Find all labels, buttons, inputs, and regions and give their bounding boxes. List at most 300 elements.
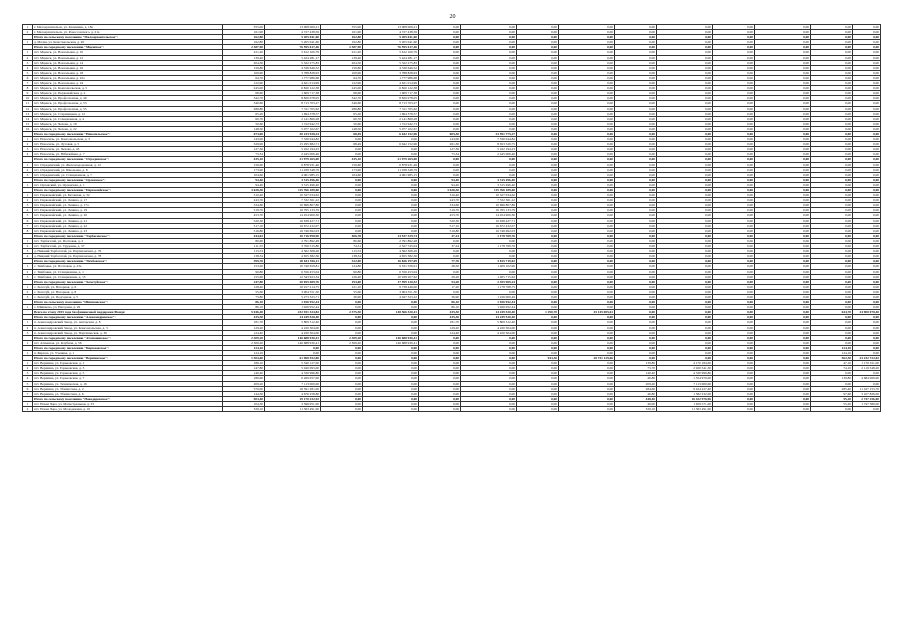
value-cell: 0,00 — [755, 376, 811, 381]
value-cell: 0,00 — [363, 137, 419, 142]
address-cell: пгт. Мценск, ул. Профсоюзная, д. 49 — [33, 96, 223, 101]
value-cell: 0,00 — [461, 75, 517, 80]
value-cell: 124,80 — [321, 264, 363, 269]
value-cell: 86,10 — [223, 300, 265, 305]
value-cell: 37,24 — [419, 233, 461, 238]
value-cell: 162,80 — [321, 40, 363, 45]
value-cell: 0,00 — [657, 70, 713, 75]
value-cell: 0,00 — [419, 116, 461, 121]
value-cell: 453,70 — [223, 213, 265, 218]
value-cell: 0,00 — [853, 188, 881, 193]
value-cell: 0,00 — [657, 86, 713, 91]
value-cell: 0,00 — [461, 162, 517, 167]
row-number-cell: 1 — [23, 40, 33, 45]
value-cell: 0,00 — [517, 65, 559, 70]
value-cell: 0,00 — [363, 208, 419, 213]
value-cell: 0,00 — [559, 330, 615, 335]
value-cell: 0,00 — [419, 86, 461, 91]
value-cell: 0,00 — [713, 401, 755, 406]
address-cell: с. Тимбовка, ул. Станционная, д. 1 — [33, 269, 223, 274]
value-cell: 0,00 — [657, 91, 713, 96]
value-cell: 0,00 — [461, 351, 517, 356]
value-cell: 146 688 930,41 — [363, 340, 419, 345]
value-cell: 0,00 — [321, 300, 363, 305]
value-cell: 0,00 — [419, 361, 461, 366]
value-cell: 7 113 000,00 — [265, 381, 321, 386]
value-cell: 0,00 — [657, 264, 713, 269]
value-cell: 0,00 — [615, 25, 657, 30]
value-cell: 0,00 — [559, 305, 615, 310]
value-cell: 4 170 184,00 — [657, 361, 713, 366]
value-cell: 0,00 — [615, 137, 657, 142]
value-cell: 0,00 — [811, 300, 853, 305]
value-cell: 0,00 — [755, 274, 811, 279]
value-cell: 0,00 — [559, 335, 615, 340]
row-number-cell: 7 — [23, 81, 33, 86]
value-cell: 0,00 — [713, 91, 755, 96]
value-cell: 0,00 — [517, 40, 559, 45]
value-cell: 0,00 — [517, 366, 559, 371]
row-number-cell: 2 — [23, 289, 33, 294]
value-cell: 285,40 — [811, 386, 853, 391]
value-cell: 9 738 446,00 — [363, 284, 419, 289]
value-cell: 0,00 — [713, 371, 755, 376]
value-cell: 0,00 — [713, 238, 755, 243]
address-cell: пгт. Тарбагатай, ул. Почтовая, д. 2 — [33, 238, 223, 243]
value-cell: 0,00 — [811, 70, 853, 75]
value-cell: 340,60 — [321, 101, 363, 106]
value-cell: 94,40 — [223, 177, 265, 182]
value-cell: 6 642 152,96 — [363, 142, 419, 147]
row-number-cell: 1 — [23, 137, 33, 142]
value-cell: 1 226 000,49 — [461, 294, 517, 299]
value-cell: 2 309,20 — [223, 335, 265, 340]
value-cell: 0,00 — [713, 121, 755, 126]
value-cell: 0,00 — [755, 213, 811, 218]
value-cell: 0,00 — [657, 218, 713, 223]
value-cell: 0,00 — [755, 259, 811, 264]
value-cell: 0,00 — [811, 45, 853, 50]
address-cell: пгт. Мценск, ул. Первомайская, д. 2 — [33, 91, 223, 96]
value-cell: 0,00 — [363, 152, 419, 157]
value-cell: 16 765 133,79 — [461, 208, 517, 213]
value-cell: 4 061 985,15 — [265, 172, 321, 177]
value-cell: 0,00 — [517, 81, 559, 86]
value-cell: 0,00 — [517, 162, 559, 167]
address-cell: пгт. Мценск, ул. Вокзальная, д. 16 — [33, 65, 223, 70]
address-cell: Всего по этапу 2015 года без финансовой поддержки Фонда: — [33, 310, 223, 315]
address-cell: п. Александровский Завод, ул. Ангарская, д. 8 — [33, 320, 223, 325]
value-cell: 0,00 — [615, 315, 657, 320]
value-cell: 73,34 — [223, 152, 265, 157]
value-cell: 0,00 — [811, 188, 853, 193]
value-cell: 0,00 — [321, 223, 363, 228]
value-cell: 155,60 — [223, 274, 265, 279]
value-cell: 0,00 — [559, 45, 615, 50]
address-cell: Итого по сельскому поселению "Шишковское": — [33, 300, 223, 305]
value-cell: 243,70 — [419, 198, 461, 203]
value-cell: 0,00 — [853, 55, 881, 60]
value-cell: 0,00 — [755, 162, 811, 167]
value-cell: 0,00 — [755, 238, 811, 243]
value-cell: 0,00 — [461, 157, 517, 162]
value-cell: 0,00 — [657, 96, 713, 101]
value-cell: 0,00 — [321, 203, 363, 208]
value-cell: 0,00 — [321, 218, 363, 223]
value-cell: 0,00 — [713, 361, 755, 366]
value-cell: 2 387,90 — [223, 45, 265, 50]
value-cell: 1 409 102,90 — [461, 264, 517, 269]
value-cell: 5 424 281,17 — [265, 55, 321, 60]
value-cell: 1 504,60 — [223, 356, 265, 361]
value-cell: 36,90 — [419, 294, 461, 299]
value-cell: 186,10 — [223, 361, 265, 366]
value-cell: 0,00 — [755, 60, 811, 65]
value-cell: 0,00 — [811, 223, 853, 228]
value-cell: 0,00 — [755, 96, 811, 101]
value-cell: 14 454 900,30 — [265, 213, 321, 218]
value-cell: 0,00 — [755, 147, 811, 152]
value-cell: 0,00 — [363, 218, 419, 223]
row-number-cell: 1 — [23, 284, 33, 289]
value-cell: 8 820 078,05 — [363, 96, 419, 101]
value-cell: 0,00 — [517, 35, 559, 40]
row-number-cell: 1 — [23, 320, 33, 325]
value-cell: 0,00 — [713, 137, 755, 142]
value-cell: 18 591 281,00 — [265, 386, 321, 391]
value-cell: 0,00 — [461, 361, 517, 366]
value-cell: 0,00 — [811, 137, 853, 142]
value-cell: 0,00 — [615, 177, 657, 182]
value-cell: 0,00 — [517, 167, 559, 172]
row-number-cell: 4 — [23, 254, 33, 259]
value-cell: 0,00 — [321, 401, 363, 406]
value-cell: 0,00 — [517, 142, 559, 147]
value-cell: 0,00 — [265, 351, 321, 356]
value-cell: 0,00 — [615, 111, 657, 116]
value-cell: 0,00 — [363, 213, 419, 218]
value-cell: 0,00 — [853, 75, 881, 80]
address-cell: пгт. Мценск, ул. Старинецкая, д. 12 — [33, 111, 223, 116]
value-cell: 54,20 — [419, 279, 461, 284]
value-cell: 0,00 — [517, 126, 559, 131]
value-cell: 162,80 — [223, 40, 265, 45]
value-cell: 0,00 — [713, 407, 755, 412]
row-number-cell: 3 — [23, 371, 33, 376]
value-cell: 0,00 — [853, 30, 881, 35]
value-cell: 162,80 — [321, 35, 363, 40]
value-cell: 0,00 — [811, 193, 853, 198]
value-cell: 0,00 — [517, 264, 559, 269]
value-cell: 0,00 — [811, 340, 853, 345]
value-cell: 0,00 — [517, 86, 559, 91]
value-cell: 0,00 — [853, 121, 881, 126]
value-cell: 144,50 — [223, 391, 265, 396]
value-cell: 77,70 — [419, 259, 461, 264]
value-cell: 0,00 — [755, 55, 811, 60]
value-cell: 0,00 — [713, 244, 755, 249]
value-cell: 0,00 — [755, 75, 811, 80]
row-number-cell: 3 — [23, 172, 33, 177]
value-cell: 115 766 189,60 — [265, 188, 321, 193]
value-cell: 0,00 — [461, 386, 517, 391]
address-cell: пгт. Отрадинский, ул. Станционная, д. 7 — [33, 172, 223, 177]
value-cell: 0,00 — [853, 152, 881, 157]
value-cell: 0,00 — [755, 218, 811, 223]
row-number-cell: 9 — [23, 91, 33, 96]
row-number-cell: 5 — [23, 213, 33, 218]
value-cell: 0,00 — [713, 351, 755, 356]
value-cell: 0,00 — [853, 381, 881, 386]
address-cell: пгт. Мценск, ул. Профсоюзная, д. 53 — [33, 101, 223, 106]
value-cell: 0,00 — [615, 269, 657, 274]
value-cell: 2 445 006,46 — [461, 152, 517, 157]
value-cell: 329,90 — [223, 142, 265, 147]
value-cell: 9 424 227,40 — [657, 386, 713, 391]
value-cell: 0,00 — [811, 254, 853, 259]
value-cell: 0,00 — [853, 203, 881, 208]
value-cell: 0,00 — [657, 310, 713, 315]
value-cell: 0,00 — [713, 75, 755, 80]
value-cell: 0,00 — [559, 142, 615, 147]
value-cell: 0,00 — [559, 264, 615, 269]
value-cell: 0,00 — [363, 315, 419, 320]
value-cell: 334,60 — [419, 203, 461, 208]
value-cell: 3 107 826,00 — [853, 391, 881, 396]
value-cell: 0,00 — [559, 254, 615, 259]
value-cell: 0,00 — [321, 198, 363, 203]
value-cell: 0,00 — [755, 91, 811, 96]
value-cell: 0,00 — [517, 131, 559, 136]
row-number-cell: 2 — [23, 244, 33, 249]
value-cell: 11 038 348,79 — [363, 167, 419, 172]
value-cell: 0,00 — [713, 111, 755, 116]
value-cell: 0,00 — [559, 111, 615, 116]
address-cell: пгт. Первомайский, ул. Ленина, д. 17а — [33, 203, 223, 208]
value-cell: 0,00 — [853, 147, 881, 152]
value-cell: 0,00 — [755, 101, 811, 106]
row-number-cell: 1 — [23, 238, 33, 243]
value-cell: 0,00 — [615, 264, 657, 269]
value-cell: 1 694 378,57 — [363, 111, 419, 116]
value-cell: 0,00 — [615, 198, 657, 203]
value-cell: 68,60 — [223, 91, 265, 96]
value-cell: 113,53 — [223, 249, 265, 254]
value-cell: 0,00 — [517, 294, 559, 299]
value-cell: 286,80 — [223, 106, 265, 111]
value-cell: 0,00 — [517, 284, 559, 289]
value-cell: 0,00 — [811, 147, 853, 152]
value-cell: 0,00 — [853, 320, 881, 325]
value-cell: 0,00 — [461, 126, 517, 131]
value-cell: 0,00 — [419, 111, 461, 116]
value-cell: 0,00 — [419, 238, 461, 243]
value-cell: 1 747 380,00 — [853, 401, 881, 406]
value-cell: 0,00 — [853, 101, 881, 106]
value-cell: 0,00 — [811, 182, 853, 187]
value-cell: 0,00 — [321, 371, 363, 376]
value-cell: 11 363 491,00 — [657, 407, 713, 412]
value-cell: 0,00 — [615, 310, 657, 315]
value-cell: 355,00 — [321, 25, 363, 30]
value-cell: 0,00 — [461, 391, 517, 396]
value-cell: 0,00 — [755, 233, 811, 238]
value-cell: 0,00 — [559, 91, 615, 96]
value-cell: 129,20 — [223, 325, 265, 330]
value-cell: 0,00 — [363, 203, 419, 208]
value-cell: 127,36 — [223, 147, 265, 152]
address-cell: пгт. Мценск, ул. Вокзальная, д. 14 — [33, 60, 223, 65]
value-cell: 6 556 453,04 — [363, 269, 419, 274]
value-cell: 5 612 100,79 — [265, 50, 321, 55]
address-cell: Итого по городскому поселению "Вершинское": — [33, 356, 223, 361]
value-cell: 0,00 — [559, 407, 615, 412]
value-cell: 0,00 — [559, 376, 615, 381]
value-cell: 0,00 — [517, 25, 559, 30]
value-cell: 0,00 — [559, 391, 615, 396]
address-cell: с. Хохотуй, ул. Подгорная, д. 5 — [33, 294, 223, 299]
address-cell: пгт. Мценск, ул. Профсоюзная, д. 55 — [33, 106, 223, 111]
value-cell: 0,00 — [811, 381, 853, 386]
value-cell: 0,00 — [657, 116, 713, 121]
value-cell: 0,00 — [713, 294, 755, 299]
value-cell: 156,60 — [223, 162, 265, 167]
address-cell: пгт. Вершина, ул. Техническая, д. 16 — [33, 381, 223, 386]
value-cell: 0,00 — [559, 75, 615, 80]
value-cell: 0,00 — [363, 391, 419, 396]
value-cell: 0,00 — [517, 249, 559, 254]
value-cell: 0,00 — [755, 172, 811, 177]
value-cell: 161,90 — [223, 30, 265, 35]
value-cell: 5 205 041,60 — [265, 40, 321, 45]
value-cell: 0,00 — [517, 218, 559, 223]
value-cell: 0,00 — [559, 238, 615, 243]
value-cell: 3 396 951,00 — [265, 401, 321, 406]
value-cell: 0,00 — [517, 208, 559, 213]
value-cell: 0,00 — [615, 294, 657, 299]
value-cell: 0,00 — [615, 279, 657, 284]
value-cell: 104,60 — [223, 172, 265, 177]
value-cell: 0,00 — [853, 70, 881, 75]
value-cell: 0,00 — [657, 137, 713, 142]
row-number-cell: 8 — [23, 86, 33, 91]
value-cell: 55,60 — [321, 289, 363, 294]
value-cell: 0,00 — [559, 279, 615, 284]
value-cell: 0,00 — [755, 30, 811, 35]
value-cell: 2 791 892,48 — [363, 238, 419, 243]
value-cell: 0,00 — [713, 35, 755, 40]
value-cell: 0,00 — [755, 320, 811, 325]
value-cell: 0,00 — [755, 330, 811, 335]
value-cell: 0,00 — [559, 126, 615, 131]
value-cell: 0,00 — [755, 305, 811, 310]
address-cell: пгт. Первомайский, ул. Ленина, д. 20 — [33, 213, 223, 218]
value-cell: 0,00 — [811, 86, 853, 91]
value-cell: 0,00 — [853, 218, 881, 223]
value-cell: 0,00 — [419, 40, 461, 45]
value-cell: 0,00 — [615, 157, 657, 162]
value-cell: 0,00 — [517, 228, 559, 233]
value-cell: 0,00 — [461, 60, 517, 65]
value-cell: 0,00 — [615, 228, 657, 233]
value-cell: 209,20 — [615, 381, 657, 386]
value-cell: 111,55 — [223, 244, 265, 249]
value-cell: 0,00 — [853, 162, 881, 167]
value-cell: 0,00 — [755, 131, 811, 136]
value-cell: 0,00 — [853, 45, 881, 50]
value-cell: 0,00 — [517, 188, 559, 193]
value-cell: 284,60 — [615, 386, 657, 391]
value-cell: 0,00 — [713, 70, 755, 75]
value-cell: 209,20 — [223, 381, 265, 386]
value-cell: 0,00 — [615, 208, 657, 213]
value-cell: 0,00 — [615, 182, 657, 187]
value-cell: 0,00 — [853, 167, 881, 172]
value-cell: 0,00 — [615, 325, 657, 330]
address-cell: г. Малоархангельск, ул. Калинина, д. 18а — [33, 25, 223, 30]
value-cell: 0,00 — [615, 203, 657, 208]
value-cell: 0,00 — [657, 172, 713, 177]
value-cell: 143,00 — [419, 137, 461, 142]
address-cell: пгт. Мценск, ул. Вокзальная, д. 18 — [33, 70, 223, 75]
value-cell: 0,00 — [657, 177, 713, 182]
value-cell: 0,00 — [657, 335, 713, 340]
value-cell: 0,00 — [419, 75, 461, 80]
value-cell: 1 777 986,68 — [363, 75, 419, 80]
value-cell: 0,00 — [321, 381, 363, 386]
value-cell: 90,80 — [321, 269, 363, 274]
value-cell: 0,00 — [321, 366, 363, 371]
value-cell: 0,00 — [853, 177, 881, 182]
value-cell: 186,60 — [223, 376, 265, 381]
value-cell: 0,00 — [559, 30, 615, 35]
value-cell: 0,00 — [461, 40, 517, 45]
value-cell: 0,00 — [615, 50, 657, 55]
value-cell: 0,00 — [419, 60, 461, 65]
value-cell: 0,00 — [657, 305, 713, 310]
value-cell: 0,00 — [853, 269, 881, 274]
address-cell: пгт. Орловский, ул. Орловская, д. 1 — [33, 182, 223, 187]
row-number-cell: 1 — [23, 25, 33, 30]
value-cell: 0,00 — [853, 50, 881, 55]
value-cell: 0,00 — [755, 345, 811, 350]
value-cell: 0,00 — [657, 167, 713, 172]
value-cell: 7 311 705,62 — [265, 106, 321, 111]
value-cell: 0,00 — [559, 289, 615, 294]
value-cell: 0,00 — [713, 65, 755, 70]
value-cell: 0,00 — [713, 30, 755, 35]
value-cell: 139,80 — [811, 376, 853, 381]
value-cell: 0,00 — [559, 35, 615, 40]
value-cell: 3 788 828,93 — [265, 70, 321, 75]
value-cell: 14 454 900,30 — [461, 213, 517, 218]
value-cell: 0,00 — [419, 340, 461, 345]
address-cell: пгт. Мценск, ул. Комсомольская, д. 5 — [33, 86, 223, 91]
value-cell: 1 609 717,38 — [363, 91, 419, 96]
value-cell: 435,30 — [419, 310, 461, 315]
value-cell: 0,00 — [713, 233, 755, 238]
value-cell: 138,34 — [321, 254, 363, 259]
value-cell: 20 055 089,76 — [265, 279, 321, 284]
value-cell: 121,10 — [321, 284, 363, 289]
value-cell: 76 595 617,46 — [363, 45, 419, 50]
value-cell: 0,00 — [657, 300, 713, 305]
value-cell: 0,00 — [517, 96, 559, 101]
value-cell: 0,00 — [657, 330, 713, 335]
value-cell: 0,00 — [559, 401, 615, 406]
row-number-cell: 1 — [23, 182, 33, 187]
value-cell: 0,00 — [755, 25, 811, 30]
